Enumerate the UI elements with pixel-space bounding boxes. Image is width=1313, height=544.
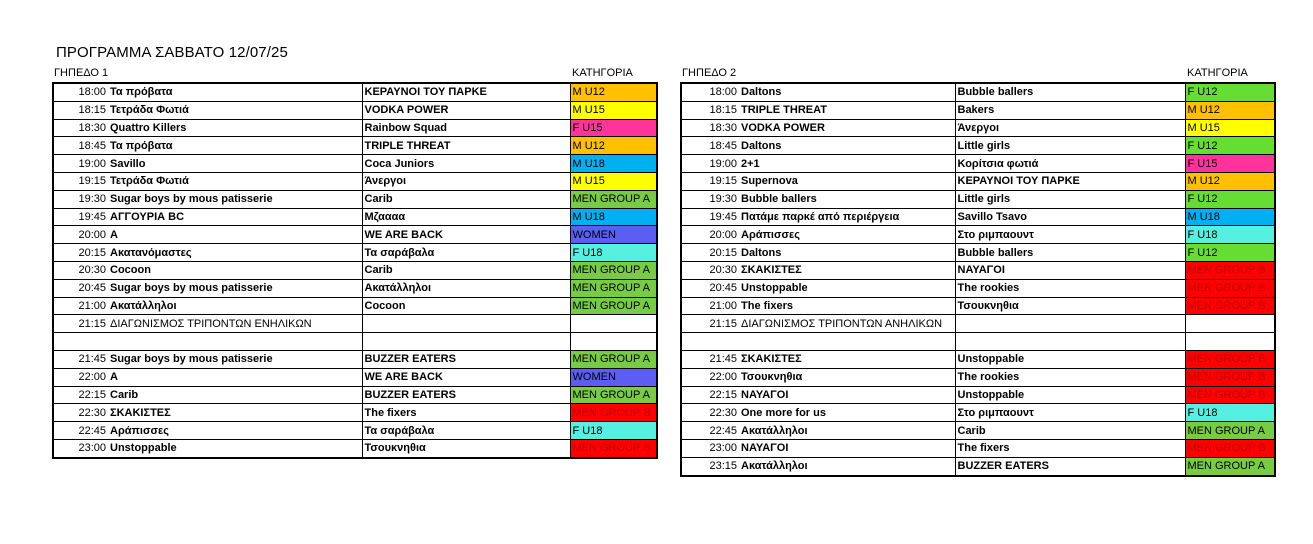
schedule-row [681, 83, 1275, 101]
time-cell: 19:15 [53, 172, 108, 190]
team2-cell: The rookies [955, 279, 1185, 297]
category-cell: F U18 [570, 422, 657, 440]
time-cell: 22:15 [681, 386, 739, 404]
team1-cell: Τετράδα Φωτιά [108, 172, 362, 190]
team2-cell: Στο ριμπαουντ [955, 404, 1185, 422]
schedule-row [681, 350, 1275, 368]
court1-label: ΓΗΠΕΔΟ 1 [54, 67, 109, 79]
time-cell: 22:00 [681, 368, 739, 386]
team2-cell: ΚΕΡΑΥΝΟΙ ΤΟΥ ΠΑΡΚΕ [362, 83, 570, 101]
team1-cell: Ακατάλληλοι [739, 422, 955, 440]
schedule-row [681, 333, 1275, 351]
team2-cell: Τα σαράβαλα [362, 244, 570, 262]
team2-cell: Τσουκνηθια [362, 439, 570, 457]
category-cell: M U18 [570, 208, 657, 226]
court2-schedule-table [680, 82, 1276, 477]
schedule-row [681, 137, 1275, 155]
team2-cell: Unstoppable [955, 350, 1185, 368]
time-cell [681, 333, 739, 351]
team2-cell: Άνεργοι [362, 172, 570, 190]
team2-cell: Bubble ballers [955, 83, 1185, 101]
category-cell: MEN GROUP A [570, 279, 657, 297]
team2-cell: Rainbow Squad [362, 119, 570, 137]
schedule-row [681, 368, 1275, 386]
time-cell: 19:45 [53, 208, 108, 226]
team2-cell: Bakers [955, 101, 1185, 119]
category-cell: F U12 [1185, 83, 1275, 101]
schedule-row [681, 386, 1275, 404]
category-cell: M U18 [1185, 208, 1275, 226]
team2-cell: Κορίτσια φωτιά [955, 155, 1185, 173]
schedule-row [53, 368, 657, 386]
team2-cell: BUZZER EATERS [362, 386, 570, 404]
time-cell: 19:00 [681, 155, 739, 173]
team1-cell [739, 333, 955, 351]
schedule-row [53, 208, 657, 226]
schedule-row [681, 119, 1275, 137]
team1-cell: Αράπισσες [739, 226, 955, 244]
team1-cell: Ακατάλληλοι [108, 297, 362, 315]
schedule-row [681, 101, 1275, 119]
team1-cell: A [108, 226, 362, 244]
category-cell: MEN GROUP B [1185, 439, 1275, 457]
schedule-row [53, 101, 657, 119]
category-cell: M U12 [570, 137, 657, 155]
team2-cell: Τα σαράβαλα [362, 422, 570, 440]
team2-cell: Μζαααα [362, 208, 570, 226]
time-cell: 18:30 [53, 119, 108, 137]
team2-cell: Άνεργοι [955, 119, 1185, 137]
team1-cell: Αράπισσες [108, 422, 362, 440]
category-cell: MEN GROUP B [570, 404, 657, 422]
time-cell: 18:45 [681, 137, 739, 155]
time-cell: 21:00 [681, 297, 739, 315]
team2-cell: Unstoppable [955, 386, 1185, 404]
team1-cell: Daltons [739, 137, 955, 155]
category-cell: M U15 [1185, 119, 1275, 137]
team2-cell [362, 333, 570, 351]
category-cell: MEN GROUP B [1185, 350, 1275, 368]
category-cell: MEN GROUP A [570, 350, 657, 368]
schedule-row [681, 261, 1275, 279]
time-cell: 19:00 [53, 155, 108, 173]
schedule-row [681, 279, 1275, 297]
team1-cell: Ακατάλληλοι [739, 457, 955, 475]
schedule-row [53, 297, 657, 315]
team1-cell: Savillo [108, 155, 362, 173]
team2-cell: WE ARE BACK [362, 226, 570, 244]
team1-cell: Daltons [739, 244, 955, 262]
category-cell: MEN GROUP A [570, 261, 657, 279]
category-cell [1185, 333, 1275, 351]
time-cell: 20:15 [681, 244, 739, 262]
team1-cell: Τσουκνηθια [739, 368, 955, 386]
team2-cell: Στο ριμπαουντ [955, 226, 1185, 244]
category-cell: M U12 [1185, 101, 1275, 119]
category-cell: F U12 [1185, 137, 1275, 155]
category-cell: F U12 [1185, 190, 1275, 208]
team2-cell: ΝΑΥΑΓΟΙ [955, 261, 1185, 279]
category-cell: MEN GROUP A [570, 190, 657, 208]
schedule-row [53, 261, 657, 279]
time-cell [53, 333, 108, 351]
team2-cell: The rookies [955, 368, 1185, 386]
time-cell: 23:15 [681, 457, 739, 475]
schedule-row [681, 297, 1275, 315]
team1-cell: Cocoon [108, 261, 362, 279]
team2-cell: BUZZER EATERS [955, 457, 1185, 475]
schedule-row [53, 172, 657, 190]
time-cell: 22:00 [53, 368, 108, 386]
category-cell: MEN GROUP B [1185, 297, 1275, 315]
team1-cell: Sugar boys by mous patisserie [108, 190, 362, 208]
team1-cell: Τετράδα Φωτιά [108, 101, 362, 119]
category-cell: F U18 [1185, 404, 1275, 422]
category-cell: F U15 [1185, 155, 1275, 173]
category-cell: MEN GROUP B [1185, 279, 1275, 297]
team1-cell: ΑΓΓΟΥΡΙΑ BC [108, 208, 362, 226]
team2-cell: Carib [955, 422, 1185, 440]
category-cell: MEN GROUP A [1185, 457, 1275, 475]
team1-cell: Πατάμε παρκέ από περιέργεια [739, 208, 955, 226]
time-cell: 18:00 [53, 83, 108, 101]
schedule-row [53, 279, 657, 297]
team1-cell: Unstoppable [108, 439, 362, 457]
team1-cell: ΣΚΑΚΙΣΤΕΣ [108, 404, 362, 422]
team1-cell: One more for us [739, 404, 955, 422]
team2-cell: VODKA POWER [362, 101, 570, 119]
schedule-row [53, 244, 657, 262]
time-cell: 20:45 [681, 279, 739, 297]
team1-cell: Quattro Killers [108, 119, 362, 137]
schedule-row [681, 155, 1275, 173]
court2-category-header: ΚΑΤΗΓΟΡΙΑ [1187, 67, 1248, 79]
category-cell: MEN GROUP A [570, 297, 657, 315]
category-cell: MEN GROUP B [570, 439, 657, 457]
team2-cell: TRIPLE THREAT [362, 137, 570, 155]
team1-cell: Bubble ballers [739, 190, 955, 208]
schedule-row [53, 315, 657, 333]
time-cell: 20:00 [53, 226, 108, 244]
schedule-row [53, 83, 657, 101]
time-cell: 21:15 [681, 315, 739, 333]
team2-cell: Savillo Tsavo [955, 208, 1185, 226]
category-cell: MEN GROUP B [1185, 386, 1275, 404]
category-cell: M U12 [570, 83, 657, 101]
time-cell: 20:30 [53, 261, 108, 279]
team1-cell [108, 333, 362, 351]
time-cell: 21:45 [53, 350, 108, 368]
team1-cell: Supernova [739, 172, 955, 190]
schedule-row [681, 404, 1275, 422]
time-cell: 22:45 [53, 422, 108, 440]
time-cell: 22:30 [681, 404, 739, 422]
team2-cell: BUZZER EATERS [362, 350, 570, 368]
time-cell: 19:30 [53, 190, 108, 208]
schedule-row [53, 333, 657, 351]
category-cell: F U15 [570, 119, 657, 137]
time-cell: 18:45 [53, 137, 108, 155]
category-cell: F U18 [1185, 226, 1275, 244]
category-cell: F U18 [570, 244, 657, 262]
time-cell: 20:30 [681, 261, 739, 279]
team1-cell: Τα πρόβατα [108, 83, 362, 101]
team2-cell: Ακατάλληλοι [362, 279, 570, 297]
schedule-row [53, 226, 657, 244]
page-title: ΠΡΟΓΡΑΜΜΑ ΣΑΒΒΑΤΟ 12/07/25 [56, 44, 288, 61]
team2-cell [955, 315, 1185, 333]
time-cell: 21:15 [53, 315, 108, 333]
category-cell [570, 333, 657, 351]
time-cell: 18:15 [53, 101, 108, 119]
team1-cell: ΣΚΑΚΙΣΤΕΣ [739, 350, 955, 368]
category-cell: MEN GROUP A [570, 386, 657, 404]
time-cell: 18:30 [681, 119, 739, 137]
category-cell [570, 315, 657, 333]
category-cell: M U15 [570, 172, 657, 190]
schedule-row [53, 137, 657, 155]
team1-cell: Carib [108, 386, 362, 404]
schedule-row [53, 155, 657, 173]
time-cell: 20:15 [53, 244, 108, 262]
team1-cell: Daltons [739, 83, 955, 101]
team1-cell: Sugar boys by mous patisserie [108, 279, 362, 297]
time-cell: 22:30 [53, 404, 108, 422]
court2-label: ΓΗΠΕΔΟ 2 [682, 67, 737, 79]
schedule-row [53, 386, 657, 404]
schedule-row [53, 439, 657, 457]
team1-cell: ΔΙΑΓΩΝΙΣΜΟΣ ΤΡΙΠΟΝΤΩΝ ΕΝΗΛΙΚΩΝ [108, 315, 362, 333]
team1-cell: ΝΑΥΑΓΟΙ [739, 386, 955, 404]
schedule-row [681, 457, 1275, 475]
category-cell: M U18 [570, 155, 657, 173]
team1-cell: VODKA POWER [739, 119, 955, 137]
time-cell: 19:15 [681, 172, 739, 190]
time-cell: 22:15 [53, 386, 108, 404]
schedule-row [681, 208, 1275, 226]
team1-cell: ΔΙΑΓΩΝΙΣΜΟΣ ΤΡΙΠΟΝΤΩΝ ΑΝΗΛΙΚΩΝ [739, 315, 955, 333]
schedule-row [53, 404, 657, 422]
schedule-row [681, 226, 1275, 244]
team1-cell: Sugar boys by mous patisserie [108, 350, 362, 368]
time-cell: 22:45 [681, 422, 739, 440]
category-cell [1185, 315, 1275, 333]
team1-cell: Unstoppable [739, 279, 955, 297]
category-cell: F U12 [1185, 244, 1275, 262]
category-cell: MEN GROUP A [1185, 422, 1275, 440]
team2-cell: Cocoon [362, 297, 570, 315]
schedule-row [53, 190, 657, 208]
court1-schedule-table [52, 82, 658, 459]
team2-cell [362, 315, 570, 333]
team1-cell: A [108, 368, 362, 386]
time-cell: 18:00 [681, 83, 739, 101]
category-cell: WOMEN [570, 226, 657, 244]
team1-cell: ΣΚΑΚΙΣΤΕΣ [739, 261, 955, 279]
team2-cell: Coca Juniors [362, 155, 570, 173]
team2-cell [955, 333, 1185, 351]
category-cell: MEN GROUP B [1185, 368, 1275, 386]
team2-cell: The fixers [362, 404, 570, 422]
category-cell: M U12 [1185, 172, 1275, 190]
category-cell: MEN GROUP B [1185, 261, 1275, 279]
schedule-row [681, 190, 1275, 208]
court1-category-header: ΚΑΤΗΓΟΡΙΑ [572, 67, 633, 79]
team1-cell: The fixers [739, 297, 955, 315]
schedule-row [53, 350, 657, 368]
time-cell: 23:00 [53, 439, 108, 457]
team1-cell: 2+1 [739, 155, 955, 173]
team1-cell: Ακατανόμαστες [108, 244, 362, 262]
time-cell: 21:45 [681, 350, 739, 368]
time-cell: 20:00 [681, 226, 739, 244]
team2-cell: Carib [362, 190, 570, 208]
team2-cell: Carib [362, 261, 570, 279]
team2-cell: Bubble ballers [955, 244, 1185, 262]
team2-cell: ΚΕΡΑΥΝΟΙ ΤΟΥ ΠΑΡΚΕ [955, 172, 1185, 190]
schedule-row [681, 172, 1275, 190]
team1-cell: Τα πρόβατα [108, 137, 362, 155]
team2-cell: The fixers [955, 439, 1185, 457]
time-cell: 20:45 [53, 279, 108, 297]
schedule-row [681, 439, 1275, 457]
team2-cell: Little girls [955, 137, 1185, 155]
team2-cell: Τσουκνηθια [955, 297, 1185, 315]
schedule-row [681, 244, 1275, 262]
schedule-row [681, 315, 1275, 333]
team1-cell: ΝΑΥΑΓΟΙ [739, 439, 955, 457]
team2-cell: WE ARE BACK [362, 368, 570, 386]
time-cell: 19:45 [681, 208, 739, 226]
category-cell: M U15 [570, 101, 657, 119]
schedule-row [53, 422, 657, 440]
time-cell: 18:15 [681, 101, 739, 119]
team1-cell: TRIPLE THREAT [739, 101, 955, 119]
schedule-row [53, 119, 657, 137]
team2-cell: Little girls [955, 190, 1185, 208]
time-cell: 21:00 [53, 297, 108, 315]
time-cell: 19:30 [681, 190, 739, 208]
schedule-row [681, 422, 1275, 440]
category-cell: WOMEN [570, 368, 657, 386]
time-cell: 23:00 [681, 439, 739, 457]
